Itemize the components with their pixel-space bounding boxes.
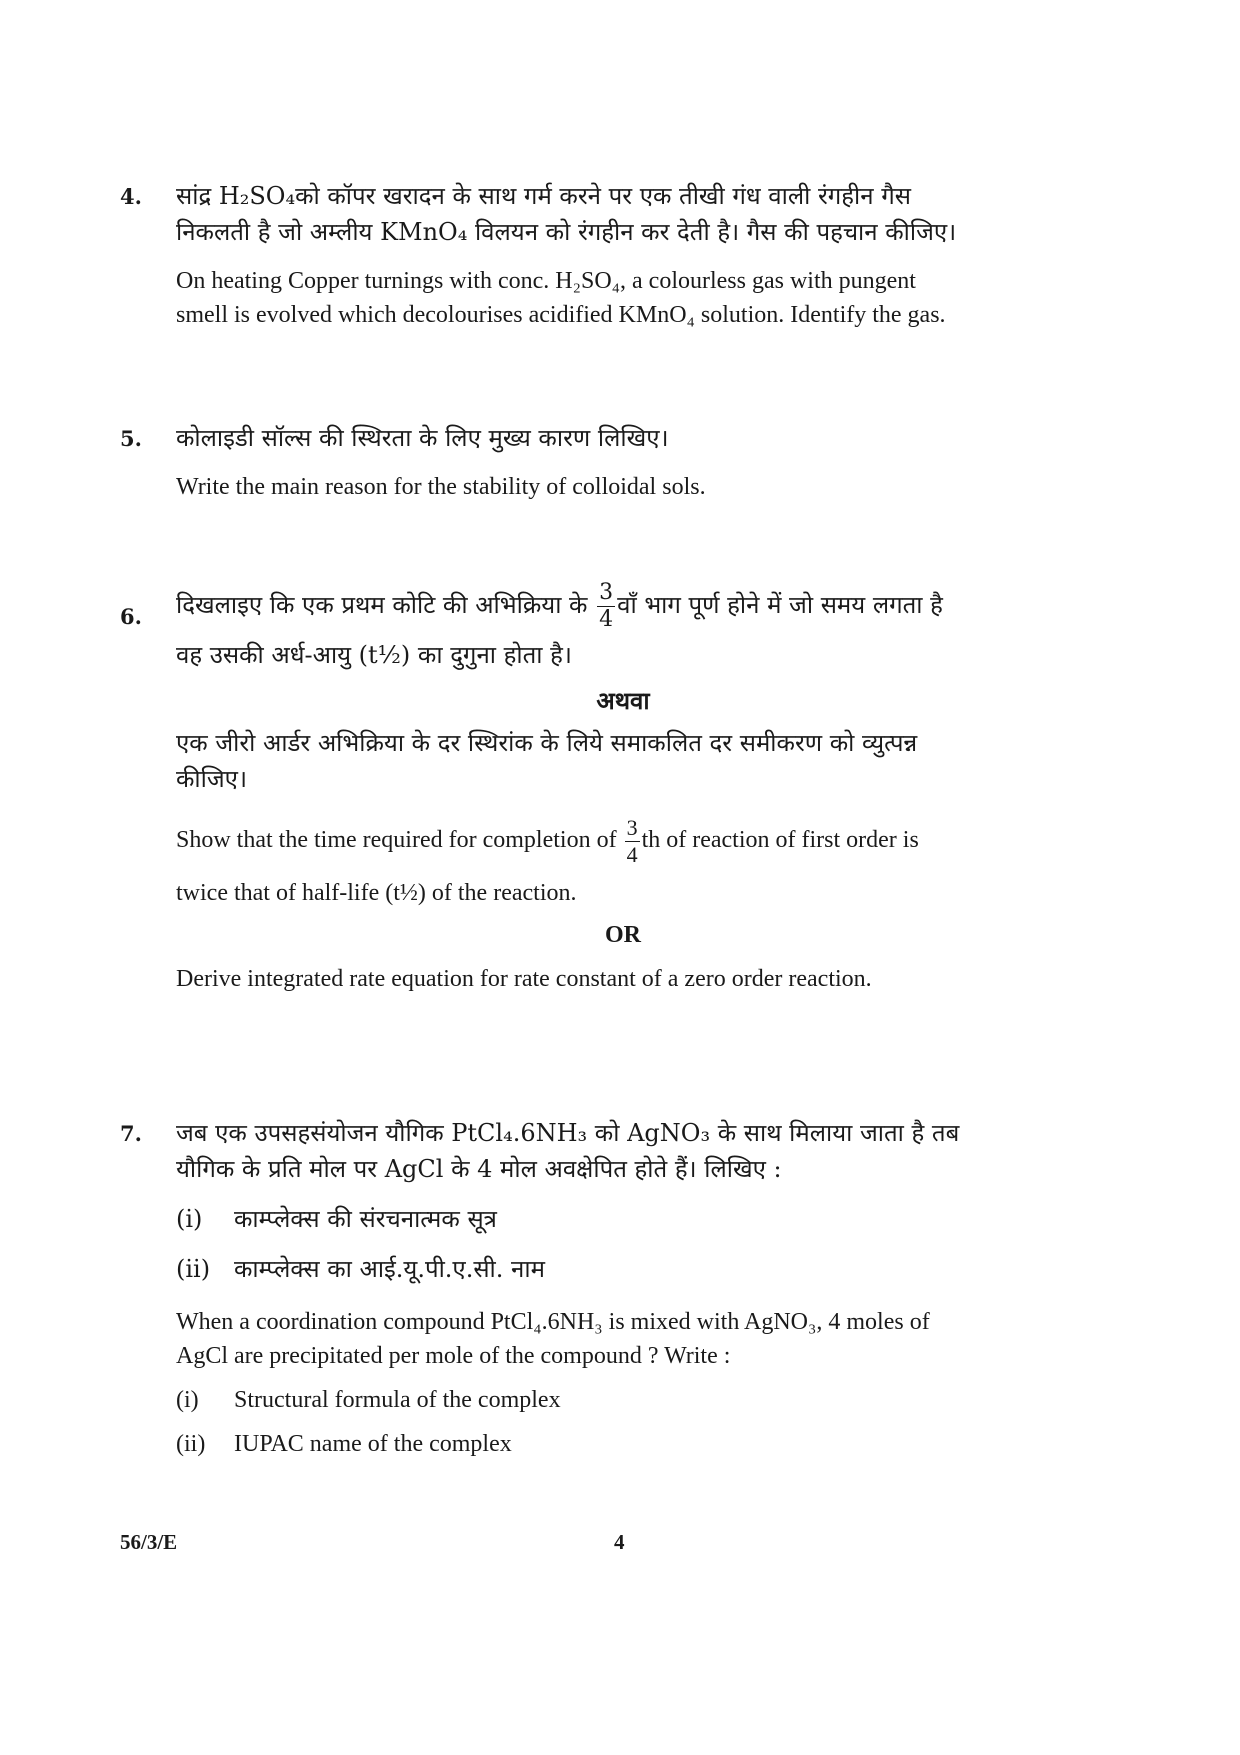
english-text: On heating Copper turnings with conc. H₂SO₄, a colourless gas with pungent — [176, 268, 916, 294]
fraction-denominator: 4 — [599, 607, 614, 632]
english-text: Derive integrated rate equation for rate constant of a zero order reaction. — [176, 966, 872, 992]
hindi-text: जब एक उपसहसंयोजन यौगिक PtCl₄.6NH₃ को AgNO₃ के साथ मिलाया जाता है तब — [176, 1119, 960, 1147]
hindi-text — [176, 582, 1070, 631]
english-sub-item — [176, 1427, 1070, 1461]
roman-numeral: (i) — [176, 1205, 203, 1233]
english-text-part: th of reaction of first order is — [641, 827, 919, 854]
hindi-text: कोलाइडी सॉल्स की स्थिरता के लिए मुख्य कारण लिखिए। — [176, 424, 669, 452]
english-text: AgCl are precipitated per mole of the compound ? Write : — [176, 1343, 731, 1369]
or-separator-english: OR — [605, 922, 641, 948]
question-body — [176, 1115, 1070, 1461]
fraction — [597, 582, 615, 631]
fraction-numerator: 3 — [626, 815, 638, 840]
english-text: Write the main reason for the stability of colloidal sols. — [176, 474, 706, 500]
hindi-text-part: वाँ भाग पूर्ण होने में जो समय लगता है — [617, 591, 943, 619]
hindi-text: कीजिए। — [176, 765, 248, 793]
sub-item-text: काम्प्लेक्स का आई.यू.पी.ए.सी. नाम — [234, 1255, 545, 1283]
roman-numeral: (i) — [176, 1387, 199, 1413]
hindi-text: निकलती है जो अम्लीय KMnO₄ विलयन को रंगहीन कर देती है। गैस की पहचान कीजिए। — [176, 218, 957, 246]
english-text: smell is evolved which decolourises acidified KMnO₄ solution. Identify the gas. — [176, 302, 946, 328]
english-text: twice that of half-life (t½) of the reaction. — [176, 880, 577, 906]
or-separator-hindi: अथवा — [596, 686, 650, 715]
question-number: 6. — [120, 604, 142, 629]
fraction-denominator: 4 — [626, 842, 638, 867]
fraction-numerator: 3 — [599, 580, 614, 605]
question-body — [176, 582, 1070, 996]
english-text — [176, 817, 1070, 866]
question-body — [176, 178, 1070, 332]
question-number: 5. — [120, 426, 142, 451]
question-number: 7. — [120, 1121, 142, 1146]
fraction — [625, 817, 640, 866]
hindi-text: यौगिक के प्रति मोल पर AgCl के 4 मोल अवक्षेपित होते हैं। लिखिए : — [176, 1155, 782, 1183]
hindi-text-part: दिखलाइए कि एक प्रथम कोटि की अभिक्रिया के — [176, 591, 588, 619]
english-text-part: Show that the time required for completion of — [176, 827, 617, 854]
question-number: 4. — [120, 184, 142, 209]
roman-numeral: (ii) — [176, 1431, 206, 1457]
hindi-sub-item — [176, 1201, 1070, 1237]
hindi-sub-item — [176, 1251, 1070, 1287]
hindi-text: वह उसकी अर्ध-आयु (t½) का दुगुना होता है। — [176, 641, 572, 669]
hindi-text: एक जीरो आर्डर अभिक्रिया के दर स्थिरांक के लिये समाकलित दर समीकरण को व्युत्पन्न — [176, 729, 918, 757]
paper-code: 56/3/E — [120, 1530, 178, 1554]
english-text: When a coordination compound PtCl₄.6NH₃ is mixed with AgNO₃, 4 moles of — [176, 1309, 930, 1335]
roman-numeral: (ii) — [176, 1255, 211, 1283]
english-sub-item — [176, 1383, 1070, 1417]
page-number: 4 — [614, 1530, 625, 1554]
sub-item-text: काम्प्लेक्स की संरचनात्मक सूत्र — [234, 1205, 497, 1233]
hindi-text: सांद्र H₂SO₄को कॉपर खरादन के साथ गर्म करने पर एक तीखी गंध वाली रंगहीन गैस — [176, 182, 911, 210]
sub-item-text: Structural formula of the complex — [234, 1387, 561, 1413]
sub-item-text: IUPAC name of the complex — [234, 1431, 512, 1457]
question-body — [176, 420, 1070, 504]
